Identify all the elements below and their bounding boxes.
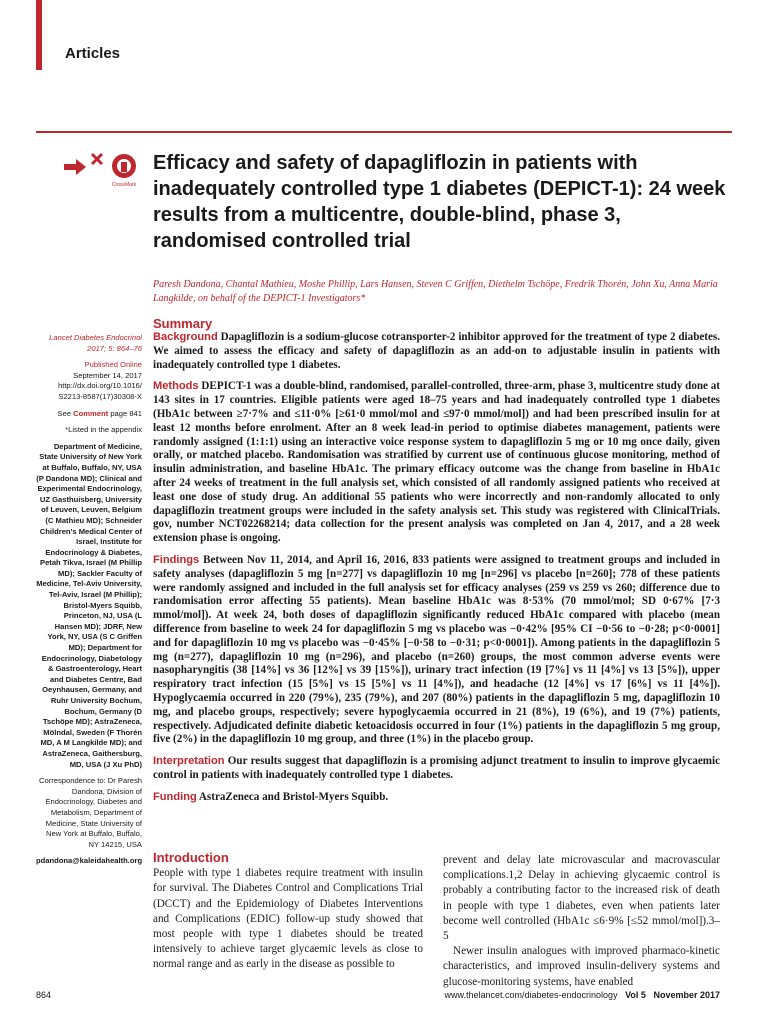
abstract (153, 331, 720, 813)
sidebar (36, 333, 142, 873)
background-text: Dapagliflozin is a sodium-glucose cotransporter-2 inhibitor approved for the treatment of type 2 diabetes. We aimed to assess the efficacy and safety of dapagliflozin as an add-on to adjustable insulin in patients with inadequately controlled type 1 diabetes. (153, 331, 720, 371)
issue-date: November 2017 (653, 990, 720, 1000)
findings-text: Between Nov 11, 2014, and April 16, 2016, 833 patients were assigned to treatment groups and included in safety analyses (dapagliflozin 5 mg [n=277] vs dapagliflozin 10 mg [n=296] vs placebo [n=260]; 778 of these patients were randomly assigned and included in the full analysis set for efficacy analyses (259 vs 259 vs 260; difference due to randomisation error affecting 55 patients). Mean baseline HbA1c was 8·53% (70 mmol/mol; SD 0·67% [7·3 mmol/mol]). At week 24, both doses of dapagliflozin significantly reduced HbA1c compared with placebo (mean difference from baseline to week 24 for dapagliflozin 5 mg vs placebo was −0·42% [95% CI −0·56 to −0·28; p<0·0001] and for dapagliflozin 10 mg vs placebo was −0·45% [−0·58 to −0·31; p<0·0001]). Among patients in the dapagliflozin 5 mg (n=277), dapagliflozin 10 mg (n=296), and placebo (n=260) groups, the most common adverse events were nasopharyngitis (38 [14%] vs 36 [12%] vs 39 [15%]), urinary tract infection (19 [7%] vs 11 [4%] vs 13 [5%]), upper respiratory tract infection (15 [5%] vs 15 [5%] vs 11 [4%]), and headache (12 [4%] vs 17 [6%] vs 11 [4%]). Hypoglycaemia occurred in 220 (79%), 235 (79%), and 207 (80%) patients in the dapagliflozin 5 mg, dapagliflozin 10 mg, and placebo groups, respectively; severe hypoglycaemia occurred in 21 (8%), 19 (6%), and 19 (7%) patients, respectively. Adjudicated definite diabetic ketoacidosis occurred in four (1%) patients in the dapagliflozin 5 mg group, five (2%) in the dapagliflozin 10 mg group, and three (1%) in the placebo group. (153, 553, 720, 746)
article-title: Efficacy and safety of dapagliflozin in patients with inadequately controlled type 1 diabetes (DEPICT-1): 24 week results from a multicentre, double-blind, phase 3, randomised controlled trial (153, 152, 726, 252)
journal-url[interactable]: www.thelancet.com/diabetes-endocrinology (444, 990, 618, 1000)
affiliations: Department of Medicine, State University of New York at Buffalo, Buffalo, NY, USA (P Dandona MD); Clinical and Experimental Endocrinology, UZ Gasthuisberg, University of Leuven, Leuven, Belgium (C Mathieu MD); Schneider Children's Medical Center of Israel, Institute for Endocrinology & Diabetes, Petah Tikva, Israel (M Phillip MD); Sackler Faculty of Medicine, Tel-Aviv University, Tel-Aviv, Israel (M Phillip); Bristol-Myers Squibb, Princeton, NJ, USA (L Hansen MD); JDRF, New York, NY, USA (S C Griffen MD); Department for Endocrinology, Diabetology & Gastroenterology, Heart and Diabetes Centre, Bad Oeynhausen, Germany, and Ruhr University Bochum, Bochum, Germany (D Tschöpe MD); AstraZeneca, Mölndal, Sweden (F Thorén MD, A M Langkilde MD); and AstraZeneca, Gaithersburg, MD, USA (J Xu PhD) (36, 441, 142, 769)
body-column-1 (153, 850, 423, 973)
crossmark-label: CrossMark (111, 182, 137, 188)
published-online-label: Published Online (84, 360, 142, 370)
intro-paragraph-1: People with type 1 diabetes require treatment with insulin for survival. The Diabetes Control and Complications Trial (DCCT) and the Epidemiology of Diabetes Interventions and Complications (EDIC) follow-up study showed that most people with type 1 diabetes should be treated intensively to achieve target glycaemic levels as close to normal range and as early in the disease as possible to (153, 867, 423, 971)
publication-info (36, 360, 142, 402)
header-divider (36, 131, 732, 133)
abstract-interpretation (153, 755, 720, 783)
see-comment (36, 409, 142, 420)
see-suffix: page 841 (108, 408, 142, 418)
page-number: 864 (36, 990, 52, 1000)
email-link[interactable]: pdandona@kaleidahealth.org (36, 856, 143, 866)
introduction-heading: Introduction (153, 850, 229, 865)
methods-text: DEPICT-1 was a double-blind, randomised, parallel-controlled, three-arm, phase 3, multicentre study done at 143 sites in 17 countries. Eligible patients were aged 18–75 years and had inadequately controlled type 1 diabetes (HbA1c between ≥7·7% and ≤11·0% [≥61·0 mmol/mol and ≤97·0 mmol/mol]) and had been prescribed insulin for at least 12 months before enrolment. After an 8 week lead-in period to optimise diabetes management, patients were randomly assigned (1:1:1) using an interactive voice response system to dapagliflozin 5 mg or 10 mg once daily, given orally, or matched placebo. Randomisation was stratified by current use of continuous glucose monitoring, method of insulin administration, and baseline HbA1c. The primary efficacy outcome was the change from baseline in HbA1c after 24 weeks of treatment in the full analysis set, which consisted of all randomly assigned patients who received at least one dose of study drug. An additional 55 patients who were incorrectly and non-randomly allocated to only dapagliflozin treatment groups were included in the safety analysis set. This study was registered with ClinicalTrials. gov, number NCT02268214; data collection for the present analysis was completed on Jan 4, 2017, and a 28 week extension phase is ongoing. (153, 380, 720, 545)
summary-heading: Summary (153, 316, 213, 331)
author-list: Paresh Dandona, Chantal Mathieu, Moshe Phillip, Lars Hansen, Steven C Griffen, Diethelm Tschöpe, Fredrik Thorén, John Xu, Anna Maria Langkilde, on behalf of the DEPICT-1 Investigators* (153, 279, 718, 304)
red-margin-bar (36, 0, 42, 70)
section-label: Articles (65, 45, 121, 62)
funding-text: AstraZeneca and Bristol-Myers Squibb. (198, 790, 389, 803)
volume: Vol 5 (625, 990, 646, 1000)
footer-journal (444, 990, 720, 1000)
abstract-methods (153, 380, 720, 546)
intro-paragraph-1-cont: prevent and delay late microvascular and macrovascular complications.1,2 Delay in achieving glycaemic control is probably a contributing factor to the increased risk of death in people with type 1 diabetes, even when patients later become well controlled (HbA1c ≤6·9% [≤52 mmol/mol]).3–5 (443, 854, 720, 943)
findings-label: Findings (153, 553, 200, 566)
crossmark-icon[interactable] (62, 150, 144, 190)
published-date: September 14, 2017 (73, 370, 142, 380)
abstract-funding (153, 791, 720, 805)
abstract-findings (153, 554, 720, 747)
intro-paragraph-2: Newer insulin analogues with improved pharmaco-kinetic characteristics, and improved insulin-delivery systems and glucose-monitoring systems, have enabled (443, 945, 720, 988)
appendix-note: *Listed in the appendix (65, 425, 142, 435)
background-label: Background (153, 331, 218, 343)
methods-label: Methods (153, 380, 199, 393)
doi-link[interactable]: http://dx.doi.org/10.1016/ S2213-8587(17)30308-X (57, 381, 142, 401)
interpretation-text: Our results suggest that dapagliflozin is a promising adjunct treatment to insulin to improve glycaemic control in patients with inadequately controlled type 1 diabetes. (153, 755, 720, 781)
body-column-2 (443, 853, 720, 990)
correspondence: Correspondence to: Dr Paresh Dandona, Division of Endocrinology, Diabetes and Metabolism, Department of Medicine, State University of New York at Buffalo, Buffalo, NY 14215, USA (39, 776, 142, 849)
interpretation-label: Interpretation (153, 755, 225, 768)
see-prefix: See (57, 408, 74, 418)
comment-link[interactable]: Comment (73, 408, 109, 418)
funding-label: Funding (153, 790, 197, 803)
journal-citation: Lancet Diabetes Endocrinol 2017; 5: 864–76 (49, 333, 142, 353)
abstract-background (153, 331, 720, 372)
